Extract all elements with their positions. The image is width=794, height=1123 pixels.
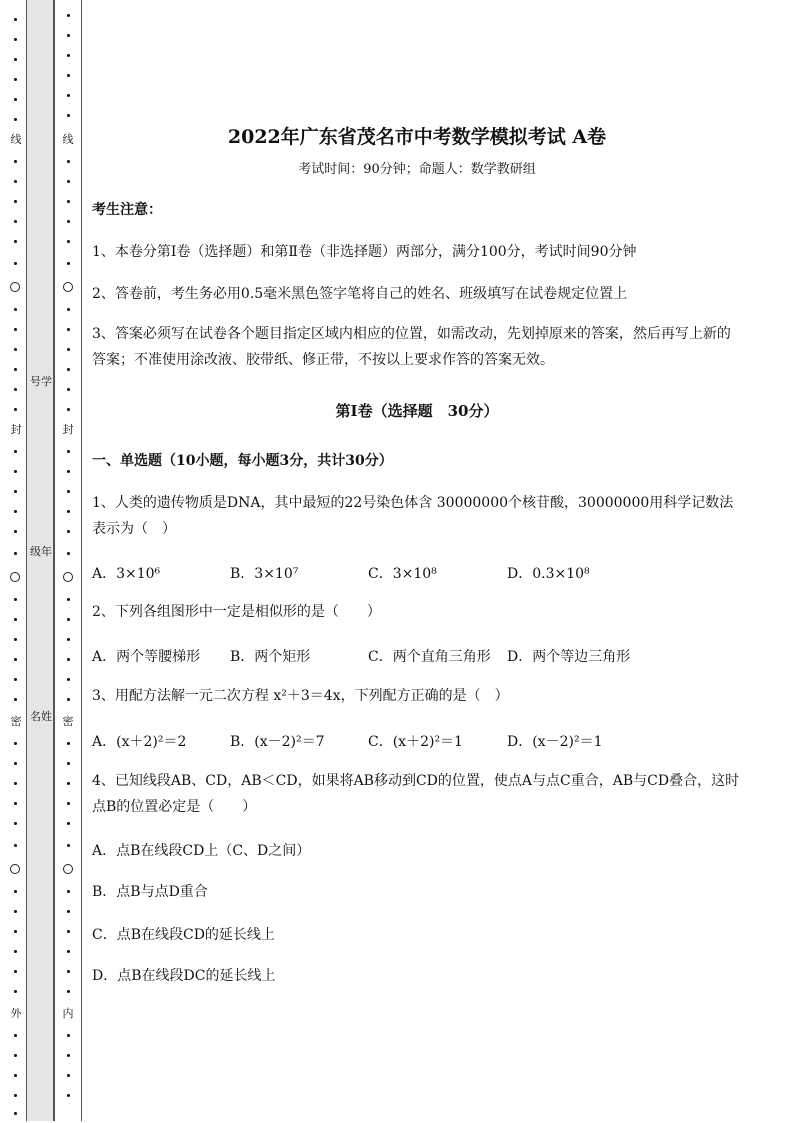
- circle-mark: [10, 282, 20, 292]
- notice-heading: 考生注意：: [92, 202, 162, 218]
- option-b: B．点B与点D重合: [92, 884, 208, 900]
- class-label: 级年: [30, 545, 52, 558]
- option-c: C．(x＋2)²＝1: [368, 734, 463, 750]
- seal-mark-secret: 密: [62, 715, 74, 728]
- page-title: 2022年广东省茂名市中考数学模拟考试 A卷: [227, 126, 607, 148]
- option-a: A．点B在线段CD上（C、D之间）: [92, 843, 311, 859]
- seal-mark-inner: 内: [62, 1007, 74, 1020]
- binding-margin-gray: [26, 0, 54, 1121]
- seal-mark-seal: 封: [62, 423, 74, 436]
- option-b: B．3×10⁷: [230, 566, 299, 582]
- notice-item: 3、答案必须写在试卷各个题目指定区域内相应的位置，如需改动，先划掉原来的答案，然后再写上新的答案；不准使用涂改液、胶带纸、修正带，不按以上要求作答的答案无效。: [92, 326, 731, 368]
- option-d: D．0.3×10⁸: [507, 566, 590, 582]
- circle-mark: [63, 864, 73, 874]
- question-stem: 2、下列各组图形中一定是相似形的是（ ）: [92, 604, 381, 620]
- option-d: D．点B在线段DC的延长线上: [92, 968, 276, 984]
- circle-mark: [10, 572, 20, 582]
- section-title: 第I卷（选择题 30分）: [335, 402, 499, 420]
- seal-mark-line: 线: [62, 133, 74, 146]
- exam-info: 考试时间：90分钟；命题人：数学教研组: [298, 162, 536, 177]
- option-b: B．(x－2)²＝7: [230, 734, 325, 750]
- part-heading: 一、单选题（10小题，每小题3分，共计30分）: [92, 453, 393, 469]
- option-a: A．两个等腰梯形: [92, 649, 201, 665]
- circle-mark: [63, 282, 73, 292]
- seal-mark-seal: 封: [10, 423, 22, 436]
- question-stem: 1、人类的遗传物质是DNA，其中最短的22号染色体含 30000000个核苷酸，30000000用科学记数法表示为（ ）: [92, 495, 734, 537]
- option-c: C．两个直角三角形: [368, 649, 491, 665]
- seal-mark-outer: 外: [10, 1007, 22, 1020]
- circle-mark: [10, 864, 20, 874]
- option-a: A．3×10⁶: [92, 566, 161, 582]
- circle-mark: [63, 572, 73, 582]
- option-a: A．(x＋2)²＝2: [92, 734, 187, 750]
- option-d: D．(x－2)²＝1: [507, 734, 603, 750]
- student-id-label: 号学: [30, 375, 52, 388]
- option-d: D．两个等边三角形: [507, 649, 631, 665]
- option-c: C．点B在线段CD的延长线上: [92, 927, 275, 943]
- notice-item: 2、答卷前，考生务必用0.5毫米黑色签字笔将自己的姓名、班级填写在试卷规定位置上: [92, 286, 628, 302]
- name-label: 名姓: [30, 710, 52, 723]
- question-stem: 3、用配方法解一元二次方程 x²＋3＝4x，下列配方正确的是（ ）: [92, 688, 509, 704]
- option-c: C．3×10⁸: [368, 566, 437, 582]
- seal-mark-line: 线: [10, 133, 22, 146]
- notice-item: 1、本卷分第I卷（选择题）和第Ⅱ卷（非选择题）两部分，满分100分，考试时间90分钟: [92, 244, 637, 260]
- question-stem: 4、已知线段AB、CD，AB＜CD，如果将AB移动到CD的位置，使点A与点C重合，AB与CD叠合，这时点B的位置必定是（ ）: [92, 773, 740, 815]
- binding-margin-inner: [54, 0, 82, 1121]
- option-b: B．两个矩形: [230, 649, 311, 665]
- seal-mark-secret: 密: [10, 715, 22, 728]
